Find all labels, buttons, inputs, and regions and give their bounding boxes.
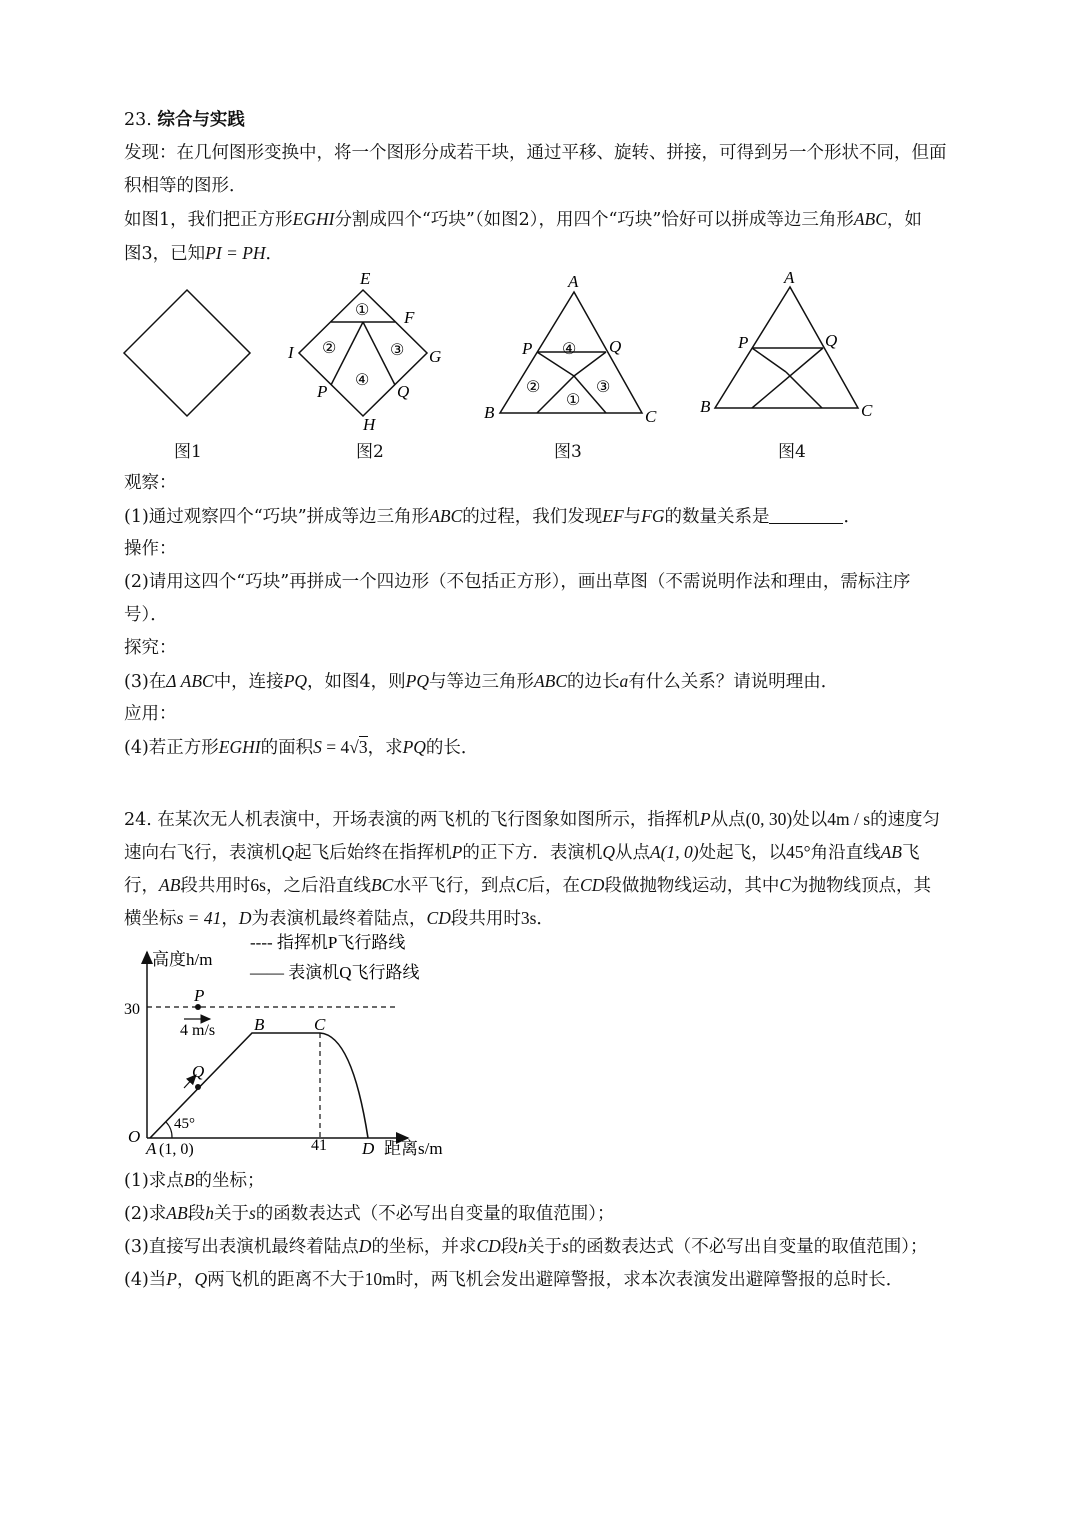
fig2-label-G: G (429, 347, 442, 366)
math-run: a (619, 671, 629, 691)
math-run: A(1, 0) (649, 842, 699, 862)
math-run: PQ (283, 671, 308, 691)
q23-figures (0, 262, 1080, 462)
math-run: PI = PH (205, 243, 266, 263)
text-run: 两飞机的距离不大于 (207, 1270, 365, 1290)
x-tick-41: 41 (311, 1137, 327, 1154)
math-run: FG (641, 506, 665, 526)
q23-explore-heading: 探究： (124, 638, 177, 658)
angle-arc (166, 1122, 172, 1138)
q23-part3 (124, 668, 838, 695)
text-run: 速向右飞行，表演机 (124, 843, 282, 863)
math-run: = 4 (321, 737, 350, 757)
math-run: D (238, 908, 252, 928)
math-run: 3s (520, 908, 537, 928)
text-run: 与 (623, 507, 642, 527)
text-run: (3)在 (124, 672, 167, 692)
math-run: CD (426, 908, 451, 928)
q24-sub3 (124, 1233, 928, 1260)
q23-number: 23. (124, 110, 152, 130)
text-run: 的速度匀 (870, 810, 941, 830)
q24-sub1 (124, 1167, 265, 1194)
math-run: PQ (405, 671, 429, 691)
math-run: s = 41 (176, 908, 222, 928)
speed-label: 4 m/s (180, 1022, 216, 1039)
fig3-label-C: C (645, 407, 657, 426)
text-run: ． (843, 507, 861, 527)
text-run: 的边长 (567, 672, 620, 692)
fig3-piece-2: ② (526, 379, 541, 396)
math-run: (0, 30) (745, 809, 793, 829)
figure2-caption: 图2 (356, 442, 384, 462)
text-run: (2)求 (124, 1204, 167, 1224)
text-run: (4)当 (124, 1270, 167, 1290)
y-tick-30: 30 (124, 1001, 140, 1018)
text-run: 分割成四个“巧块”（如图2），用四个“巧块”恰好可以拼成等边三角形 (334, 210, 854, 230)
fig2-label-E: E (360, 269, 371, 288)
math-run: 4m / s (827, 809, 871, 829)
fig2-label-F: F (404, 308, 415, 327)
text-run: 段 (187, 1204, 206, 1224)
math-run: S (313, 737, 322, 757)
q24-sub2 (124, 1200, 615, 1227)
math-run: AB (880, 842, 902, 862)
text-run: 横坐标 (124, 909, 177, 929)
x-axis-label: 距离s/m (384, 1139, 443, 1158)
text-run: 与等边三角形 (428, 672, 534, 692)
math-run: ABC (533, 671, 568, 691)
q23-discover-line2: 积相等的图形． (124, 176, 247, 196)
fig3-piece-1: ① (566, 392, 581, 409)
text-run: ，之后沿直线 (265, 876, 371, 896)
fig4-label-A: A (784, 268, 795, 287)
fig2-piece-3: ③ (390, 342, 405, 359)
text-run: 的坐标； (194, 1171, 265, 1191)
q23-discover-line1: 发现：在几何图形变换中，将一个图形分成若干块，通过平移、旋转、拼接，可得到另一个形状不同，但面 (124, 143, 947, 163)
math-run: h (518, 1236, 527, 1256)
fig3-label-B: B (484, 403, 495, 422)
math-run: Q (602, 842, 615, 862)
q23-operate-heading: 操作： (124, 539, 177, 559)
point-a-coord: (1, 0) (159, 1141, 194, 1158)
text-run: ， (177, 1270, 195, 1290)
text-run: 行， (124, 876, 159, 896)
text-run: 关于 (527, 1237, 562, 1257)
text-run: 的长． (425, 738, 479, 758)
fig4-label-Q: Q (825, 331, 838, 350)
fig4-label-P: P (738, 333, 749, 352)
text-run: 有什么关系？请说明理由． (628, 672, 839, 692)
point-p-label: P (194, 986, 205, 1005)
math-run: 45° (786, 842, 811, 862)
text-run: 的数量关系是 (664, 507, 770, 527)
text-run: 后，在 (527, 876, 581, 896)
fig2-label-H: H (363, 415, 376, 434)
fig2-label-Q: Q (397, 382, 410, 401)
math-run: D (358, 1236, 372, 1256)
math-run: Q (281, 842, 295, 862)
q24-line1 (124, 806, 940, 833)
text-run: 处以 (792, 810, 828, 830)
fig3-label-P: P (522, 339, 533, 358)
math-run: 10m (364, 1269, 396, 1289)
text-run: 从点 (710, 810, 746, 830)
answer-blank (769, 505, 843, 524)
math-run: h (205, 1203, 214, 1223)
text-run: 处起飞，以 (698, 843, 787, 863)
math-run: ABC (429, 506, 463, 526)
figure3-caption: 图3 (554, 442, 582, 462)
math-run: BC (370, 875, 394, 895)
text-run: 角沿直线 (810, 843, 881, 863)
q24-flight-graph (0, 925, 520, 1165)
figure1-square (124, 290, 250, 416)
math-run: EGHI (218, 737, 261, 757)
text-run: 24. 在某次无人机表演中，开场表演的两飞机的飞行图象如图所示，指挥机 (124, 810, 700, 830)
math-run: PQ (402, 737, 426, 757)
math-run: Δ ABC (166, 671, 214, 691)
origin-label: O (128, 1127, 141, 1146)
math-run: C (779, 875, 792, 895)
q23-title: 综合与实践 (157, 110, 245, 130)
math-run: EGHI (292, 209, 335, 229)
q24-line2 (124, 839, 919, 866)
text-run: 的函数表达式（不必写出自变量的取值范围）； (568, 1237, 928, 1257)
fig2-label-I: I (288, 343, 294, 362)
math-run: Q (194, 1269, 208, 1289)
text-run: 段做抛物线运动，其中 (604, 876, 780, 896)
math-run: s (248, 1203, 256, 1223)
fig4-label-B: B (700, 397, 711, 416)
text-run: ，如 (886, 210, 922, 230)
point-c-label: C (314, 1015, 326, 1034)
text-run: 水平飞行，到点 (393, 876, 516, 896)
q24-sub4 (124, 1266, 903, 1293)
figure1-caption: 图1 (174, 442, 202, 462)
math-run: CD (476, 1236, 501, 1256)
figure4-caption: 图4 (778, 442, 806, 462)
text-run: 如图1，我们把正方形 (124, 210, 293, 230)
text-run: ，求 (367, 738, 403, 758)
text-run: 关于 (213, 1204, 249, 1224)
point-q-label: Q (192, 1062, 205, 1081)
text-run: (1)通过观察四个“巧块”拼成等边三角形 (124, 507, 430, 527)
text-run: 的正下方．表演机 (462, 843, 603, 863)
text-run: ． (536, 909, 554, 929)
text-run: ， (221, 909, 239, 929)
fig2-piece-2: ② (322, 340, 337, 357)
math-run: P (451, 842, 463, 862)
fig3-piece-4: ④ (562, 341, 577, 358)
q23-part4 (124, 734, 478, 761)
fig3-label-A: A (568, 272, 579, 291)
q24-line3 (124, 872, 931, 899)
sqrt-symbol: √ (349, 737, 359, 757)
legend-dashed: ---- 指挥机P飞行路线 (250, 933, 406, 952)
text-run: 图3，已知 (124, 244, 206, 264)
math-run: ABC (853, 209, 887, 229)
math-run: 6s (250, 875, 266, 895)
fig3-piece-3: ③ (596, 379, 611, 396)
math-run: P (699, 809, 711, 829)
text-run: 的坐标，并求 (371, 1237, 477, 1257)
text-run: 段共用时 (450, 909, 521, 929)
text-run: 从点 (614, 843, 650, 863)
q23-part2-line2: 号）． (124, 605, 168, 625)
point-q-dot (195, 1084, 201, 1090)
math-run: AB (166, 1203, 188, 1223)
q23-observe-heading: 观察： (124, 473, 177, 493)
text-run: 为表演机最终着陆点， (251, 909, 427, 929)
text-run: 中，连接 (213, 672, 284, 692)
text-run: 飞 (901, 843, 920, 863)
text-run: 时，两飞机会发出避障警报，求本次表演发出避障警报的总时长． (395, 1270, 904, 1290)
math-run: CD (580, 875, 605, 895)
math-run: s (562, 1236, 569, 1256)
text-run: (4)若正方形 (124, 738, 219, 758)
q23-intro-line (124, 206, 922, 233)
text-run: (1)求点 (124, 1171, 184, 1191)
q23-part2-line1: (2)请用这四个“巧块”再拼成一个四边形（不包括正方形），画出草图（不需说明作法和理由，需标注序 (124, 572, 911, 592)
math-run: EF (602, 506, 624, 526)
math-run: C (515, 875, 528, 895)
math-run: P (166, 1269, 177, 1289)
point-b-label: B (254, 1015, 265, 1034)
fig2-label-P: P (317, 382, 328, 401)
fig2-piece-1: ① (355, 302, 370, 319)
text-run: 为抛物线顶点，其 (791, 876, 932, 896)
point-a-label: A (146, 1139, 157, 1158)
text-run: 的面积 (260, 738, 314, 758)
fig2-piece-4: ④ (355, 372, 370, 389)
text-run: 段 (500, 1237, 519, 1257)
q23-apply-heading: 应用： (124, 704, 177, 724)
text-run: ． (265, 244, 284, 264)
sqrt-radicand: 3 (358, 737, 368, 757)
legend-solid: —— 表演机Q飞行路线 (250, 963, 420, 982)
math-run: AB (159, 875, 181, 895)
q23-part1 (124, 503, 861, 530)
text-run: 的函数表达式（不必写出自变量的取值范围）； (255, 1204, 615, 1224)
y-axis-label: 高度h/m (152, 950, 213, 969)
fig4-label-C: C (861, 401, 873, 420)
text-run: (3)直接写出表演机最终着陆点 (124, 1237, 359, 1257)
angle-label: 45° (174, 1116, 195, 1132)
math-run: B (183, 1170, 195, 1190)
fig3-label-Q: Q (609, 337, 622, 356)
text-run: 段共用时 (180, 876, 251, 896)
text-run: 的过程，我们发现 (462, 507, 603, 527)
point-d-label: D (362, 1139, 375, 1158)
text-run: ，如图4，则 (307, 672, 406, 692)
text-run: 起飞后始终在指挥机 (294, 843, 452, 863)
q23-title-line (124, 107, 245, 133)
